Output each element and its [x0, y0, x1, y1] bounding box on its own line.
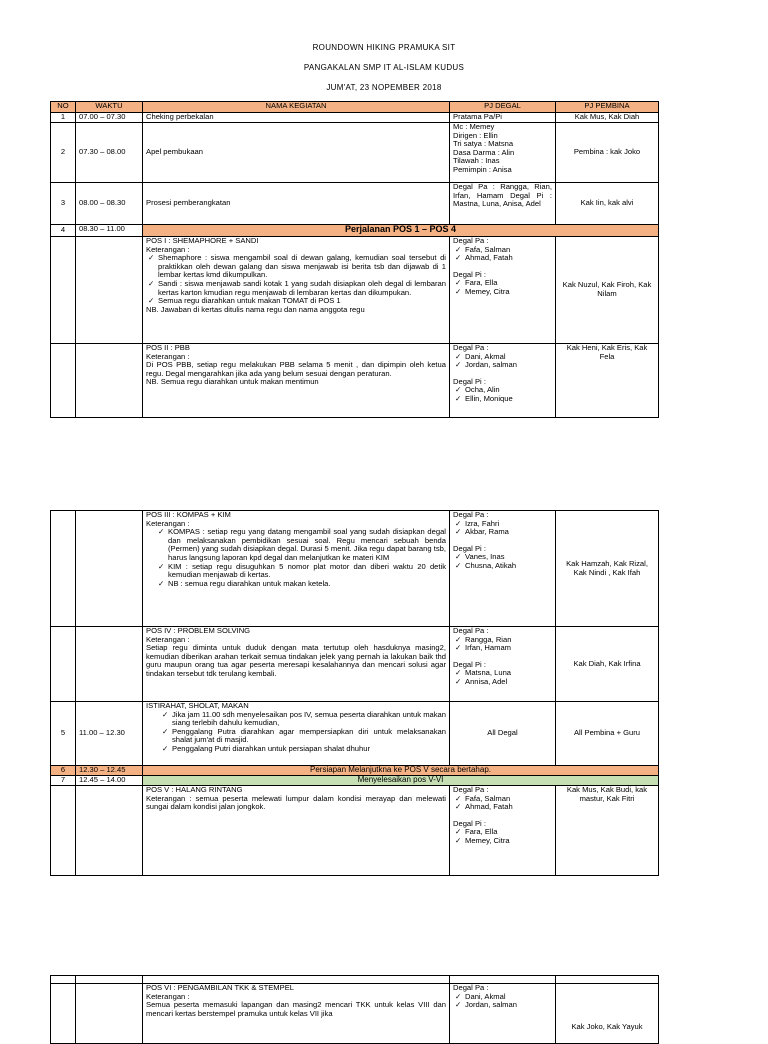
list-item: ✓ Memey, Citra: [465, 837, 552, 846]
degal-pi-list: [453, 669, 552, 686]
list-item: ✓ Akbar, Rama: [465, 528, 552, 537]
row-degal: [450, 511, 556, 627]
row-degal: [450, 627, 556, 702]
table-row: [51, 766, 659, 776]
row-pembina: Kak Joko, Kak Yayuk: [556, 984, 659, 1044]
pos-keterangan: Keterangan :: [146, 351, 190, 361]
degal-pi-list: [453, 386, 552, 403]
table-row: [51, 702, 659, 766]
table-header-row: [51, 102, 659, 113]
schedule-table-2: [50, 510, 659, 876]
list-item: ✓ Ahmad, Fatah: [465, 254, 552, 263]
pos-note: NB. Semua regu diarahkan untuk makan mentimun: [146, 377, 319, 387]
degal-pi-list: [453, 553, 552, 570]
pos-title: POS V : HALANG RINTANG: [146, 785, 243, 794]
table-row: [51, 511, 659, 627]
degal-pa-list: [453, 246, 552, 263]
empty-cell: [51, 786, 76, 876]
row-time: 08.30 – 11.00: [76, 225, 143, 237]
pos-text: Setiap regu diminta untuk duduk dengan mata tertutup oleh hasduknya masing2, kemudian diberikan arahan terkait semua tindakan jelek yang pernah ia lakukan baik thd guru maupun orang tua agar peserta meresapi kesalahannya dan mencari solusi agar tindakan tersebut tdk terulang kembali.: [146, 643, 446, 678]
degal-pi-label: Degal Pi :: [453, 269, 486, 279]
row-pembina: Kak Heni, Kak Eris, Kak Fela: [556, 344, 659, 418]
degal-pa-list: [453, 520, 552, 537]
row-degal: Pratama Pa/Pi: [450, 113, 556, 123]
empty-cell: [76, 984, 143, 1044]
col-pj-degal: PJ DEGAL: [450, 102, 556, 113]
degal-pa-list: [453, 993, 552, 1010]
list-item: ✓ Shemaphore : siswa mengambil soal di dewan galang, kemudian soal tersebut di praktikkan oleh dewan galang dan siswa menjawab isi berita tsb dan dijawab di 1 lembar kertas kmd dikumpulkan.: [158, 254, 446, 280]
degal-line: Pemimpin : Anisa: [453, 164, 512, 174]
empty-cell: [51, 627, 76, 702]
pos-description: [143, 702, 450, 766]
row-pembina: All Pembina + Guru: [556, 702, 659, 766]
degal-pi-list: [453, 828, 552, 845]
list-item: ✓ Izra, Fahri: [465, 520, 552, 529]
degal-pa-label: Degal Pa :: [453, 236, 489, 245]
row-no: 3: [51, 183, 76, 225]
list-item: ✓ Dani, Akmal: [465, 993, 552, 1002]
pos-description: [143, 786, 450, 876]
row-time: 07.00 – 07.30: [76, 113, 143, 123]
pos-title: POS I : SHEMAPHORE + SANDI: [146, 236, 259, 245]
degal-line: Tilawah : Inas: [453, 156, 500, 166]
degal-pi-list: [453, 279, 552, 296]
list-item: ✓ Penggalang Putri diarahkan untuk persiapan shalat dhuhur: [172, 745, 446, 754]
pos-items: [146, 254, 446, 306]
pos-text: Di POS PBB, setiap regu melakukan PBB selama 5 menit , dan dipimpin oleh ketua regu. Degal mengarahkan jika ada yang belum sesuai dengan peraturan.: [146, 360, 446, 378]
empty-cell: [51, 344, 76, 418]
degal-pa-label: Degal Pa :: [453, 983, 489, 992]
doc-date: JUM'AT, 23 NOPEMBER 2018: [326, 83, 442, 92]
degal-pi-label: Degal Pi :: [453, 376, 486, 386]
row-time: 07.30 – 08.00: [76, 123, 143, 183]
degal-line: Dirigen : Ellin: [453, 130, 498, 140]
row-no: 2: [51, 123, 76, 183]
row-degal: [450, 123, 556, 183]
empty-cell: [143, 976, 450, 984]
row-pembina: Kak Mus, Kak Diah: [556, 113, 659, 123]
degal-pa-list: [453, 353, 552, 370]
list-item: ✓ Ocha, Alin: [465, 386, 552, 395]
row-time: 11.00 – 12.30: [76, 702, 143, 766]
list-item: ✓ Annisa, Adel: [465, 678, 552, 687]
table-row: [51, 627, 659, 702]
row-degal: [450, 237, 556, 344]
list-item: ✓ Chusna, Atikah: [465, 562, 552, 571]
empty-cell: [556, 976, 659, 984]
row-time: 12.30 – 12.45: [76, 766, 143, 776]
pos-keterangan: Keterangan :: [146, 244, 190, 254]
pos-title: POS VI : PENGAMBILAN TKK & STEMPEL: [146, 983, 294, 992]
empty-cell: [450, 976, 556, 984]
degal-pi-label: Degal Pi :: [453, 818, 486, 828]
empty-cell: [51, 976, 76, 984]
table-row: [51, 113, 659, 123]
empty-cell: [51, 237, 76, 344]
row-time: 12.45 – 14.00: [76, 776, 143, 786]
pos-description: [143, 511, 450, 627]
empty-cell: [76, 976, 143, 984]
list-item: ✓ Penggalang Putra diarahkan agar mempersiapkan diri untuk melaksanakan shalat jum'at di masjid.: [172, 728, 446, 745]
empty-cell: [51, 984, 76, 1044]
list-item: ✓ Fafa, Salman: [465, 795, 552, 804]
table-row: [51, 237, 659, 344]
row-pembina: Kak Nuzul, Kak Firoh, Kak Nilam: [556, 237, 659, 344]
degal-pa-list: [453, 795, 552, 812]
list-item: ✓ Jika jam 11.00 sdh menyelesaikan pos IV, semua peserta diarahkan untuk makan siang terlebih dahulu kemudian,: [172, 711, 446, 728]
section-band: Menyelesaikan pos V-VI: [143, 776, 659, 786]
degal-pa-label: Degal Pa :: [453, 343, 489, 352]
degal-line: Mc : Memey: [453, 122, 495, 131]
table-row: [51, 344, 659, 418]
row-activity: Prosesi pemberangkatan: [143, 183, 450, 225]
list-item: ✓ NB : semua regu diarahkan untuk makan ketela.: [168, 580, 446, 589]
empty-cell: [76, 511, 143, 627]
table-row: [51, 786, 659, 876]
pos-title: POS III : KOMPAS + KIM: [146, 510, 231, 519]
doc-title: ROUNDOWN HIKING PRAMUKA SIT: [312, 43, 456, 52]
row-no: 7: [51, 776, 76, 786]
row-no: 5: [51, 702, 76, 766]
degal-pa-list: [453, 636, 552, 653]
pos-description: [143, 344, 450, 418]
pos-note: NB. Jawaban di kertas ditulis nama regu dan nama anggota regu: [146, 304, 365, 314]
degal-pi-label: Degal Pi :: [453, 659, 486, 669]
col-nama-kegiatan: NAMA KEGIATAN: [143, 102, 450, 113]
col-waktu: WAKTU: [76, 102, 143, 113]
table-row: [51, 984, 659, 1044]
section-band: Perjalanan POS 1 – POS 4: [143, 225, 659, 237]
row-no: 4: [51, 225, 76, 237]
list-item: ✓ Matsna, Luna: [465, 669, 552, 678]
list-item: ✓ Ahmad, Fatah: [465, 803, 552, 812]
table-row: [51, 183, 659, 225]
row-activity: Apel pembukaan: [143, 123, 450, 183]
empty-cell: [76, 344, 143, 418]
list-item: ✓ Sandi : siswa menjawab sandi kotak 1 yang sudah disiapkan oleh degal di lembaran kertas karton kmudian regu menjawab di lembaran kertas dan dikumpukan.: [158, 280, 446, 297]
list-item: ✓ Fara, Ella: [465, 279, 552, 288]
list-item: ✓ Memey, Citra: [465, 288, 552, 297]
pos-description: [143, 984, 450, 1044]
row-degal: Degal Pa : Rangga, Rian, Irfan, Hamam Degal Pi : Mastna, Luna, Anisa, Adel: [450, 183, 556, 225]
pos-keterangan: Keterangan :: [146, 518, 190, 528]
section-band: Persiapan Melanjutkna ke POS V secara bertahap.: [143, 766, 659, 776]
degal-pa-label: Degal Pa :: [453, 510, 489, 519]
degal-pa-label: Degal Pa :: [453, 626, 489, 635]
col-pj-pembina: PJ PEMBINA: [556, 102, 659, 113]
pos-title: POS IV : PROBLEM SOLVING: [146, 626, 251, 635]
list-item: ✓ Jordan, salman: [465, 1001, 552, 1010]
schedule-table-1: [50, 101, 659, 418]
row-pembina: Kak Diah, Kak Irfina: [556, 627, 659, 702]
list-item: ✓ Ellin, Monique: [465, 395, 552, 404]
row-pembina: Pembina : kak Joko: [556, 123, 659, 183]
row-pembina: Kak Hamzah, Kak Rizal, Kak Nindi , Kak Ifah: [556, 511, 659, 627]
pos-title: ISTIRAHAT, SHOLAT, MAKAN: [146, 701, 249, 710]
row-pembina: Kak Mus, Kak Budi, kak mastur, Kak Fitri: [556, 786, 659, 876]
row-no: 6: [51, 766, 76, 776]
degal-pi-label: Degal Pi :: [453, 543, 486, 553]
pos-description: [143, 237, 450, 344]
list-item: ✓ Rangga, Rian: [465, 636, 552, 645]
list-item: ✓ Fafa, Salman: [465, 246, 552, 255]
table-row: [51, 225, 659, 237]
list-item: ✓ KOMPAS : setiap regu yang datang mengambil soal yang sudah disiapkan degal dan melaksanakan pembidikan sesuai soal. Regu mencari sebuah benda (Permen) yang sudah disiapkan degal. Durasi 5 menit. Jika regu dapat barang tsb, harus langsung laporan kpd degal dan melanjutkan ke materi KIM: [168, 528, 446, 562]
pos-keterangan: Keterangan :: [146, 634, 190, 644]
table-row: [51, 776, 659, 786]
row-degal: All Degal: [450, 702, 556, 766]
pos-title: POS II : PBB: [146, 343, 190, 352]
schedule-table-3: [50, 975, 659, 1044]
pos-description: [143, 627, 450, 702]
doc-subtitle: PANGAKALAN SMP IT AL-ISLAM KUDUS: [303, 63, 465, 72]
col-no: NO: [51, 102, 76, 113]
table-row: [51, 976, 659, 984]
row-pembina: Kak Iin, kak alvi: [556, 183, 659, 225]
list-item: ✓ Vanes, Inas: [465, 553, 552, 562]
list-item: ✓ KIM : setiap regu disuguhkan 5 nomor plat motor dan diberi waktu 20 detik kemudian menjawab di kertas.: [168, 563, 446, 580]
table-row: [51, 123, 659, 183]
pos-keterangan: Keterangan :: [146, 991, 190, 1001]
row-degal: [450, 984, 556, 1044]
list-item: ✓ Fara, Ella: [465, 828, 552, 837]
row-no: 1: [51, 113, 76, 123]
pos-items: [146, 711, 446, 754]
list-item: ✓ Dani, Akmal: [465, 353, 552, 362]
degal-pa-label: Degal Pa :: [453, 785, 489, 794]
empty-cell: [76, 627, 143, 702]
list-item: ✓ Semua regu diarahkan untuk makan TOMAT di POS 1: [158, 297, 446, 306]
list-item: ✓ Jordan, salman: [465, 361, 552, 370]
row-degal: [450, 344, 556, 418]
list-item: ✓ Irfan, Hamam: [465, 644, 552, 653]
row-time: 08.00 – 08.30: [76, 183, 143, 225]
row-degal: [450, 786, 556, 876]
degal-line: Dasa Darma : Alin: [453, 147, 515, 157]
pos-text: Keterangan : semua peserta melewati lumpur dalam kondisi merayap dan melewati sungai dalam kondisi jalan jongkok.: [146, 793, 446, 812]
pos-text: Semua peserta memasuki lapangan dan masing2 mencari TKK untuk kelas VIII dan mencari kertas berstempel pramuka untuk kelas VII jika: [146, 1000, 446, 1018]
empty-cell: [51, 511, 76, 627]
empty-cell: [76, 237, 143, 344]
row-activity: Cheking perbekalan: [143, 113, 450, 123]
pos-items: [146, 528, 446, 588]
degal-line: Tri satya : Matsna: [453, 139, 514, 149]
empty-cell: [76, 786, 143, 876]
